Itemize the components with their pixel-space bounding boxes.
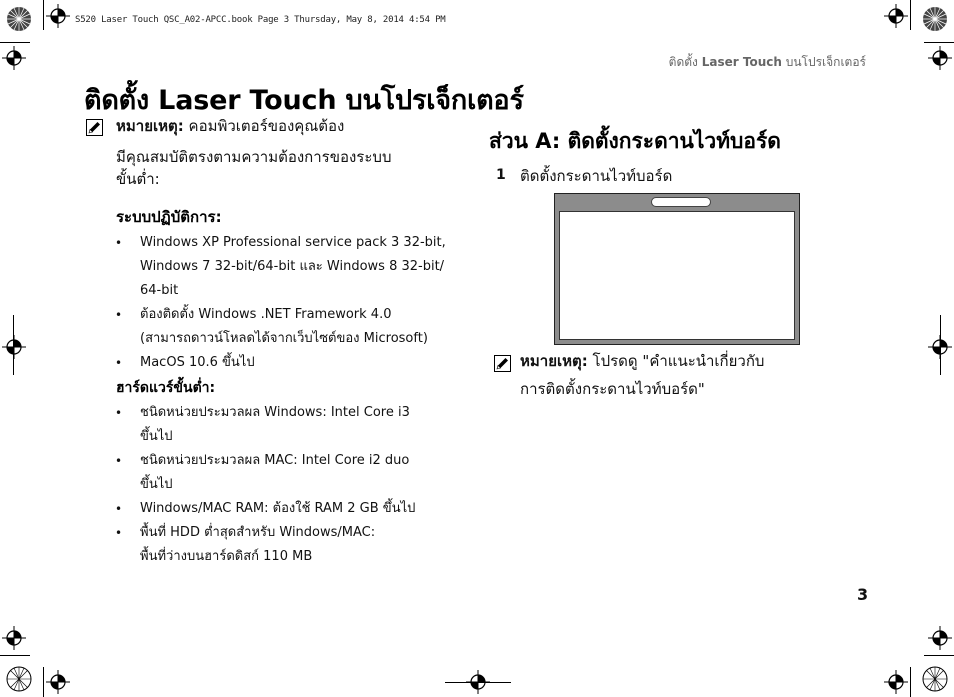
color-rosette-icon: [922, 666, 948, 692]
running-head-bold: Laser Touch: [701, 55, 782, 69]
registration-mark-icon: [466, 670, 490, 694]
note-label: หมายเหตุ:: [520, 352, 588, 370]
registration-mark-icon: [46, 4, 70, 28]
left-note: [116, 112, 446, 193]
crop-mark: [924, 655, 954, 656]
list-item: • Windows/MAC RAM: ต้องใช้ RAM 2 GB ขึ้นไป: [115, 497, 460, 521]
left-note-text-1: คอมพิวเตอร์ของคุณต้อง: [188, 117, 345, 135]
crop-mark: [0, 42, 30, 43]
pencil-note-icon: [86, 119, 103, 136]
registration-mark-icon: [884, 670, 908, 694]
registration-mark-icon: [928, 335, 952, 359]
left-note-line-3: ขั้นต่ำ:: [116, 170, 160, 188]
crop-mark: [43, 0, 44, 30]
right-note-line-1: [520, 347, 860, 375]
list-item: • พื้นที่ HDD ต่ำสุดสำหรับ Windows/MAC: พื้นที่ว่างบนฮาร์ดดิสก์ 110 MB: [115, 521, 460, 569]
list-item: • ชนิดหน่วยประมวลผล MAC: Intel Core i2 duo ขึ้นไป: [115, 449, 460, 497]
registration-mark-icon: [46, 670, 70, 694]
color-rosette-icon: [922, 6, 948, 32]
whiteboard-surface: [559, 211, 795, 340]
registration-mark-icon: [928, 46, 952, 70]
step-text: ติดตั้งกระดานไวท์บอร์ด: [520, 167, 673, 185]
registration-mark-icon: [2, 335, 26, 359]
crop-mark: [910, 667, 911, 697]
right-note-line-2: การติดตั้งกระดานไวท์บอร์ด": [520, 380, 705, 398]
crop-mark: [43, 667, 44, 697]
registration-mark-icon: [2, 46, 26, 70]
hardware-heading: ฮาร์ดแวร์ขั้นต่ำ:: [116, 380, 216, 396]
note-label: หมายเหตุ:: [116, 117, 184, 135]
running-head-suffix: บนโปรเจ็กเตอร์: [785, 55, 866, 69]
os-heading: ระบบปฏิบัติการ:: [116, 208, 222, 226]
list-item: • Windows XP Professional service pack 3 32-bit, Windows 7 32-bit/64-bit และ Windows 8 32-bit/ 64-bit: [115, 231, 460, 303]
os-list: [115, 231, 460, 375]
left-note-line-2: มีคุณสมบัติตรงตามความต้องการของระบบ: [116, 148, 392, 166]
list-item: • MacOS 10.6 ขึ้นไป: [115, 351, 460, 375]
right-note: [520, 347, 860, 403]
page-number: 3: [857, 585, 869, 604]
right-note-text-1: โปรดดู "คำแนะนำเกี่ยวกับ: [592, 352, 765, 370]
print-slug: S520 Laser Touch QSC_A02-APCC.book Page 3 Thursday, May 8, 2014 4:54 PM: [75, 15, 446, 25]
page-title: ติดตั้ง Laser Touch บนโปรเจ็กเตอร์: [84, 85, 524, 116]
pencil-note-icon: [494, 355, 511, 372]
running-head: [669, 53, 866, 72]
color-rosette-icon: [6, 666, 32, 692]
hardware-list: [115, 401, 460, 569]
left-note-line-1: [116, 112, 446, 140]
list-item: • ชนิดหน่วยประมวลผล Windows: Intel Core i3 ขึ้นไป: [115, 401, 460, 449]
crop-mark: [924, 42, 954, 43]
crop-mark: [0, 655, 30, 656]
crop-mark: [910, 0, 911, 30]
running-head-prefix: ติดตั้ง: [668, 55, 698, 69]
section-a-title: ส่วน A: ติดตั้งกระดานไวท์บอร์ด: [489, 129, 781, 153]
registration-mark-icon: [2, 626, 26, 650]
whiteboard-illustration: [554, 193, 800, 345]
whiteboard-pen-tray: [651, 197, 711, 207]
registration-mark-icon: [928, 626, 952, 650]
registration-mark-icon: [884, 4, 908, 28]
color-rosette-icon: [6, 6, 32, 32]
list-item: • ต้องติดตั้ง Windows .NET Framework 4.0 (สามารถดาวน์โหลดได้จากเว็บไซต์ของ Microsoft): [115, 303, 460, 351]
step-number: 1: [496, 167, 506, 183]
